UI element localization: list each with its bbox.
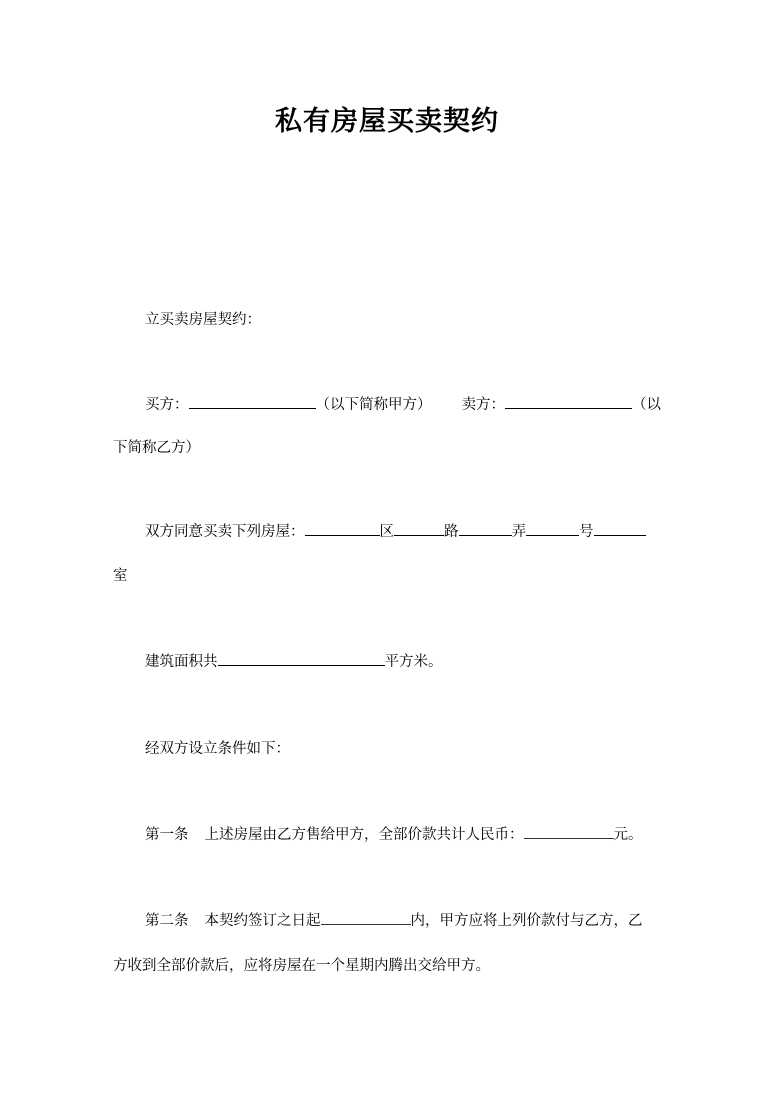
document-title: 私有房屋买卖契约 bbox=[275, 106, 499, 137]
number-label: 号 bbox=[579, 524, 594, 540]
area-unit: 平方米。 bbox=[384, 654, 443, 670]
intro-line bbox=[113, 308, 695, 332]
period-blank[interactable] bbox=[321, 909, 411, 925]
buyer-label: 买方： bbox=[145, 397, 189, 413]
lane-blank[interactable] bbox=[459, 520, 512, 536]
area-blank[interactable] bbox=[218, 650, 385, 666]
property-line-2 bbox=[113, 564, 663, 588]
parties-line-2 bbox=[113, 436, 663, 460]
number-blank[interactable] bbox=[526, 520, 579, 536]
seller-suffix-line1: （以 bbox=[632, 397, 661, 413]
article-2-line-2 bbox=[113, 954, 663, 978]
article-1-line bbox=[113, 823, 695, 847]
article-2-text-a: 本契约签订之日起 bbox=[204, 913, 321, 929]
price-blank[interactable] bbox=[524, 823, 614, 839]
article-1-text: 上述房屋由乙方售给甲方，全部价款共计人民币： bbox=[204, 827, 524, 843]
road-blank[interactable] bbox=[394, 520, 444, 536]
property-lead: 双方同意买卖下列房屋： bbox=[145, 524, 305, 540]
room-label: 室 bbox=[113, 568, 128, 584]
area-lead: 建筑面积共 bbox=[145, 654, 218, 670]
article-2-line bbox=[113, 909, 695, 933]
article-1-unit: 元。 bbox=[613, 827, 643, 843]
seller-blank[interactable] bbox=[505, 393, 632, 409]
buyer-suffix: （以下简称甲方） bbox=[315, 397, 432, 413]
room-blank[interactable] bbox=[594, 520, 646, 536]
conditions-intro: 经双方设立条件如下： bbox=[145, 741, 290, 757]
road-label: 路 bbox=[444, 524, 459, 540]
district-label: 区 bbox=[379, 524, 394, 540]
seller-label: 卖方： bbox=[461, 397, 505, 413]
seller-suffix-line2: 下简称乙方） bbox=[113, 440, 200, 456]
property-line bbox=[113, 520, 695, 544]
buyer-blank[interactable] bbox=[189, 393, 316, 409]
article-2-text-line2: 方收到全部价款后，应将房屋在一个星期内腾出交给甲方。 bbox=[113, 958, 490, 974]
area-line bbox=[113, 650, 695, 674]
parties-line bbox=[113, 393, 695, 417]
intro-text: 立买卖房屋契约： bbox=[145, 312, 261, 328]
article-2-text-b: 内，甲方应将上列价款付与乙方，乙 bbox=[410, 913, 643, 929]
district-blank[interactable] bbox=[305, 520, 380, 536]
article-1-label: 第一条 bbox=[145, 827, 189, 843]
article-2-label: 第二条 bbox=[145, 913, 189, 929]
lane-label: 弄 bbox=[511, 524, 526, 540]
conditions-intro-line bbox=[113, 737, 695, 761]
